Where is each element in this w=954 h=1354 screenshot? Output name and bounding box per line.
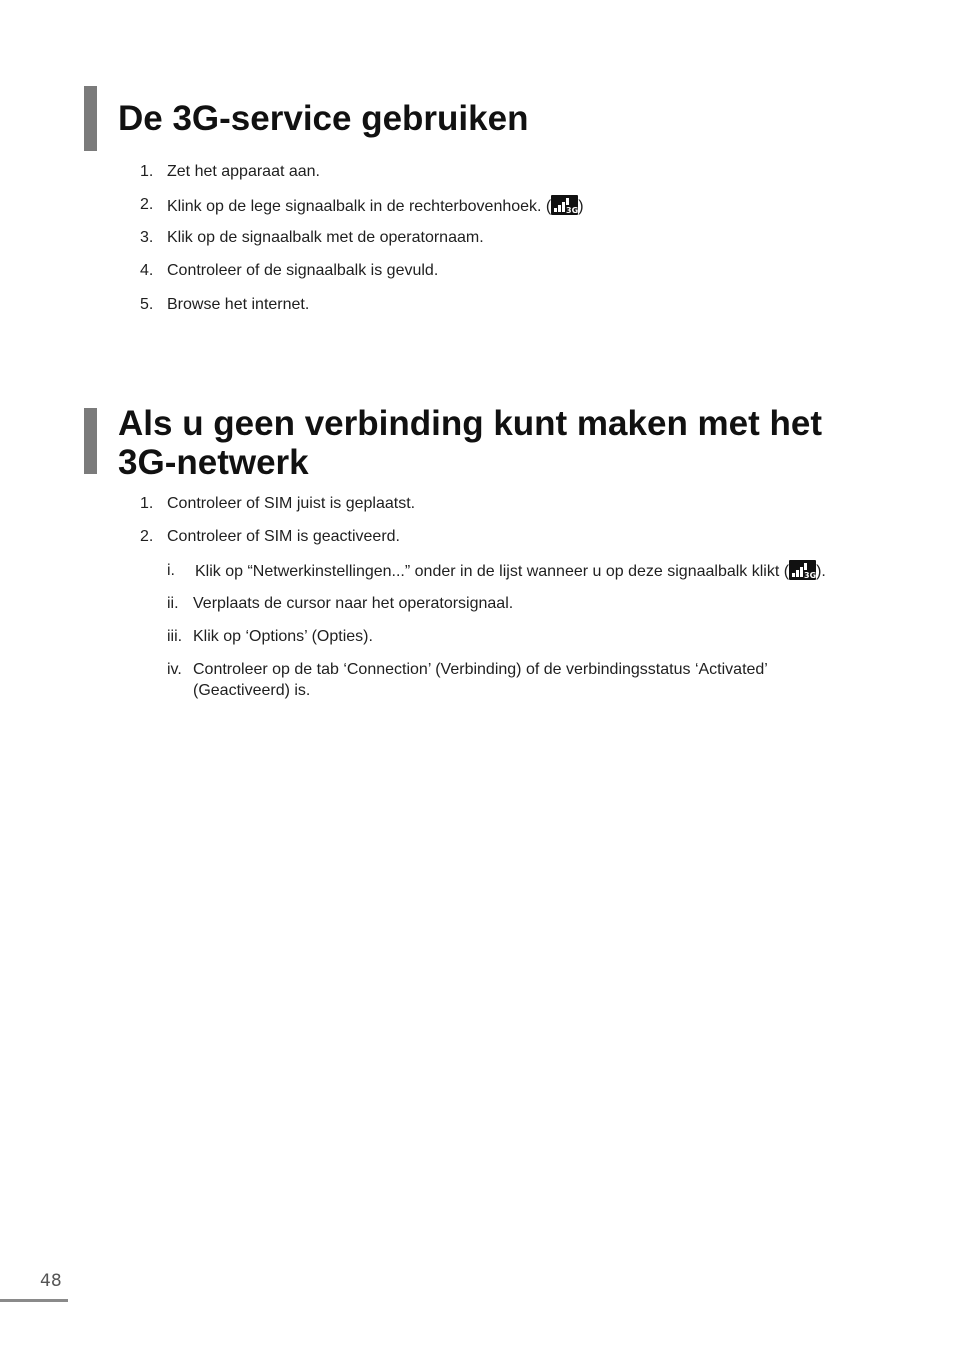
section-no-connection — [84, 404, 884, 718]
list-item — [140, 261, 584, 295]
heading-3g-usage: De 3G-service gebruiken — [118, 99, 529, 138]
list-item — [140, 295, 584, 328]
substep-text: Klik op ‘Options’ (Opties). — [193, 628, 373, 645]
step-text: Browse het internet. — [167, 296, 310, 313]
list-item — [167, 659, 887, 703]
steps-list — [140, 494, 415, 560]
step-text: Controleer of de signaalbalk is gevuld. — [167, 262, 439, 279]
substep-text: Verplaats de cursor naar het operatorsignaal. — [193, 595, 514, 612]
list-item — [167, 593, 887, 626]
list-item — [140, 494, 415, 527]
signal-3g-icon — [789, 560, 816, 580]
substeps-list — [167, 560, 887, 703]
page-number-rule — [0, 1299, 68, 1302]
step-number: 1. — [140, 163, 154, 180]
svg-text:3G: 3G — [804, 571, 817, 580]
step-number: 3. — [140, 229, 154, 246]
heading-line-1: Als u geen verbinding kunt maken met het — [118, 404, 823, 443]
list-item — [140, 162, 584, 195]
page-number: 48 — [40, 1271, 62, 1291]
list-item — [167, 626, 887, 659]
step-text-before: Klink op de lege signaalbalk in de rechterbovenhoek. ( — [167, 198, 552, 215]
substep-number: iv. — [167, 661, 182, 678]
step-text — [140, 195, 584, 217]
heading-accent-bar — [84, 408, 97, 474]
step-text: Klik op de signaalbalk met de operatornaam. — [167, 229, 484, 246]
section-3g-usage — [84, 86, 884, 326]
list-item — [140, 195, 584, 228]
substep-number: ii. — [167, 595, 179, 612]
step-number: 1. — [140, 495, 154, 512]
step-number: 2. — [140, 528, 154, 545]
substep-text-before: Klik op “Netwerkinstellingen...” onder in de lijst wanneer u op deze signaalbalk klikt ( — [195, 563, 790, 580]
step-text: Controleer of SIM juist is geplaatst. — [167, 495, 416, 512]
list-item — [140, 228, 584, 261]
step-number: 5. — [140, 296, 154, 313]
step-text: Controleer of SIM is geactiveerd. — [167, 528, 400, 545]
substep-number: iii. — [167, 628, 183, 645]
list-item — [167, 560, 887, 593]
step-number: 4. — [140, 262, 154, 279]
step-text-after: ) — [578, 198, 584, 215]
substep-text — [167, 560, 887, 582]
heading-line-2: 3G-netwerk — [118, 443, 309, 482]
step-text: Zet het apparaat aan. — [167, 163, 320, 180]
substep-text: Controleer op de tab ‘Connection’ (Verbinding) of de verbindingsstatus ‘Activated’ (Geactiveerd) is. — [193, 661, 768, 699]
heading-no-connection — [84, 404, 884, 482]
signal-3g-icon — [551, 195, 578, 215]
list-item — [140, 527, 415, 560]
svg-text:3G: 3G — [566, 206, 579, 215]
substep-number: i. — [167, 562, 175, 579]
substep-text-after: ). — [816, 563, 826, 580]
step-number: 2. — [140, 196, 154, 213]
heading-accent-bar — [84, 86, 97, 151]
steps-list — [140, 162, 584, 328]
